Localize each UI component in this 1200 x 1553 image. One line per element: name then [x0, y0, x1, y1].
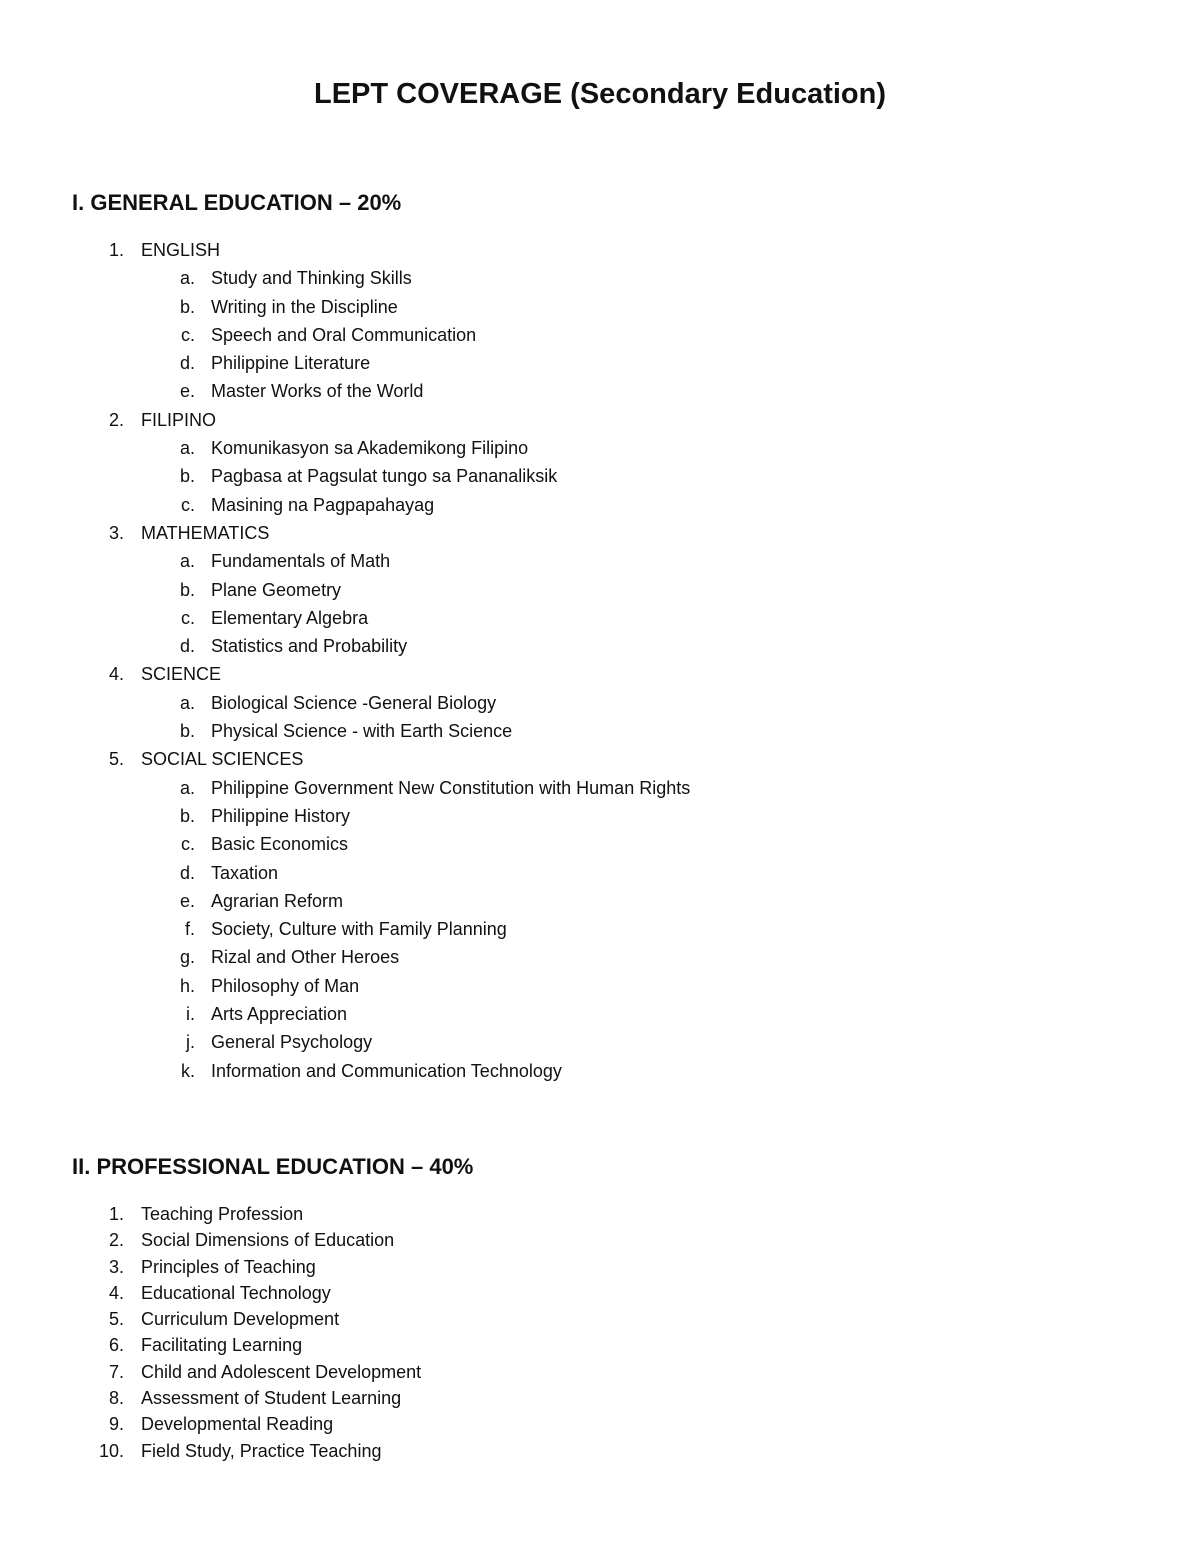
item-text: Assessment of Student Learning: [141, 1388, 402, 1409]
document-title: LEPT COVERAGE (Secondary Education): [313, 78, 887, 110]
item-text: Developmental Reading: [141, 1414, 334, 1435]
item-number: 5.: [108, 1309, 124, 1330]
topic-letter: f.: [184, 919, 195, 940]
topic-letter: j.: [186, 1032, 195, 1053]
topic-letter: h.: [179, 975, 195, 996]
topic-text: Pagbasa at Pagsulat tungo sa Pananaliksik: [211, 466, 558, 487]
subject-name: ENGLISH: [141, 240, 221, 260]
subject-number: 1.: [108, 240, 124, 260]
item-number: 2.: [108, 1230, 124, 1251]
topic-text: Philippine Government New Constitution with Human Rights: [211, 777, 691, 798]
topic-letter: b.: [179, 466, 195, 487]
topic-text: Basic Economics: [211, 834, 349, 855]
topic-letter: b.: [179, 721, 195, 742]
item-number: 9.: [108, 1414, 124, 1435]
topic-letter: e.: [179, 381, 195, 402]
subject-name: FILIPINO: [141, 409, 217, 430]
item-text: Curriculum Development: [141, 1309, 340, 1330]
topic-text: Statistics and Probability: [211, 636, 408, 657]
subject-name: SOCIAL SCIENCES: [141, 749, 304, 770]
topic-letter: a.: [179, 268, 195, 289]
topic-text: Master Works of the World: [211, 381, 424, 402]
item-number: 4.: [108, 1282, 124, 1303]
topic-text: Rizal and Other Heroes: [211, 947, 400, 968]
topic-text: Speech and Oral Communication: [211, 324, 477, 345]
item-text: Child and Adolescent Development: [141, 1361, 422, 1382]
topic-letter: b.: [179, 579, 195, 600]
topic-letter: i.: [186, 1004, 195, 1025]
item-text: Educational Technology: [141, 1282, 331, 1303]
item-number: 6.: [108, 1335, 124, 1356]
subject-number: 2.: [108, 409, 124, 430]
topic-text: Plane Geometry: [211, 579, 342, 600]
topic-text: Komunikasyon sa Akademikong Filipino: [211, 438, 529, 459]
topic-text: Philosophy of Man: [211, 975, 360, 996]
topic-text: Information and Communication Technology: [211, 1060, 562, 1081]
topic-letter: g.: [179, 947, 195, 968]
item-text: Teaching Profession: [141, 1204, 304, 1224]
topic-letter: c.: [180, 834, 195, 855]
item-number: 7.: [108, 1361, 124, 1382]
topic-text: Elementary Algebra: [211, 607, 369, 628]
topic-letter: a.: [179, 692, 195, 713]
subject-number: 4.: [108, 664, 124, 685]
item-number: 10.: [98, 1440, 124, 1461]
topic-text: General Psychology: [211, 1032, 373, 1053]
topic-text: Agrarian Reform: [211, 890, 344, 911]
topic-letter: c.: [180, 607, 195, 628]
topic-text: Study and Thinking Skills: [211, 268, 412, 289]
subject-number: 3.: [108, 522, 124, 543]
topic-text: Physical Science - with Earth Science: [211, 721, 513, 742]
topic-text: Fundamentals of Math: [211, 551, 391, 572]
topic-letter: d.: [179, 353, 195, 374]
topic-text: Philippine History: [211, 805, 351, 826]
topic-text: Philippine Literature: [211, 353, 371, 374]
topic-text: Society, Culture with Family Planning: [211, 919, 507, 940]
topic-letter: d.: [179, 862, 195, 883]
topic-letter: c.: [180, 324, 195, 345]
item-text: Field Study, Practice Teaching: [141, 1440, 382, 1461]
topic-letter: d.: [179, 636, 195, 657]
topic-text: Biological Science -General Biology: [211, 692, 497, 713]
item-text: Facilitating Learning: [141, 1335, 303, 1356]
topic-text: Taxation: [211, 862, 279, 883]
topic-letter: a.: [179, 551, 195, 572]
item-text: Social Dimensions of Education: [141, 1230, 395, 1251]
topic-letter: k.: [180, 1060, 195, 1081]
topic-letter: e.: [179, 890, 195, 911]
professional-education-heading: II. PROFESSIONAL EDUCATION – 40%: [72, 1154, 474, 1179]
topic-text: Masining na Pagpapahayag: [211, 494, 435, 515]
general-education-heading: I. GENERAL EDUCATION – 20%: [72, 190, 402, 215]
item-number: 1.: [108, 1204, 124, 1224]
topic-text: Writing in the Discipline: [211, 296, 398, 317]
item-number: 8.: [108, 1388, 124, 1409]
subject-name: SCIENCE: [141, 664, 222, 685]
item-number: 3.: [108, 1256, 124, 1277]
topic-letter: b.: [179, 805, 195, 826]
subject-number: 5.: [108, 749, 124, 770]
item-text: Principles of Teaching: [141, 1256, 316, 1277]
topic-text: Arts Appreciation: [211, 1004, 348, 1025]
topic-letter: b.: [179, 296, 195, 317]
topic-letter: c.: [180, 494, 195, 515]
subject-name: MATHEMATICS: [141, 522, 270, 543]
topic-letter: a.: [179, 777, 195, 798]
topic-letter: a.: [179, 438, 195, 459]
